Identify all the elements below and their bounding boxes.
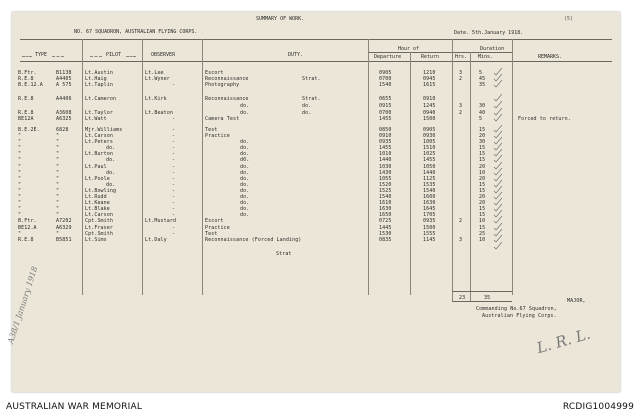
cell-pilot: Mjr.Williams	[85, 127, 123, 133]
cell-mins: 15	[479, 127, 486, 133]
document-title: SUMMARY OF WORK.	[256, 16, 305, 22]
cell-pilot: Cpt.Smith	[85, 231, 113, 237]
cell-hrs: 2	[459, 76, 463, 82]
cell-type: "	[18, 231, 22, 237]
cell-observer: Lt.Kirk	[145, 96, 167, 102]
col-header-mins: Mins.	[478, 54, 494, 60]
cell-mins: 5	[479, 70, 483, 76]
cell-duty: do.	[240, 188, 250, 194]
tick-mark	[494, 114, 502, 121]
cell-duty: do.	[240, 164, 250, 170]
cell-duty: do.	[240, 212, 250, 218]
cell-departure: 1520	[379, 182, 392, 188]
cell-type: "	[18, 170, 22, 176]
cell-aircraft-number: "	[56, 206, 60, 212]
cell-pilot: Cpt.Smith	[85, 218, 113, 224]
cell-aircraft-number: A3608	[56, 110, 72, 116]
cell-departure: 0935	[379, 139, 392, 145]
cell-observer: -	[172, 188, 176, 194]
cell-return: 1500	[423, 116, 436, 122]
cell-duty: do.	[240, 145, 250, 151]
cell-observer: -	[172, 157, 176, 163]
cell-return: 1645	[423, 206, 436, 212]
cell-hrs: 2	[459, 110, 463, 116]
cell-return: 1145	[423, 237, 436, 243]
cell-mins: 15	[479, 182, 486, 188]
cell-departure: 1455	[379, 145, 392, 151]
cell-pilot: Lt.Rudd	[85, 194, 107, 200]
cell-return: 0910	[423, 96, 436, 102]
tick-mark	[494, 223, 502, 230]
cell-mins: 5	[479, 116, 483, 122]
cell-return: 0930	[423, 133, 436, 139]
tick-mark	[494, 143, 502, 150]
cell-observer: -	[172, 225, 176, 231]
cell-aircraft-number: A6329	[56, 225, 72, 231]
cell-departure: 0700	[379, 110, 392, 116]
cell-aircraft-number: "	[56, 231, 60, 237]
cell-aircraft-number: "	[56, 188, 60, 194]
cell-departure: 1440	[379, 157, 392, 163]
cell-duty: do.	[240, 176, 250, 182]
col-header-duty: DUTY.	[288, 52, 304, 58]
cell-duty-detail: do.	[302, 110, 312, 116]
cell-pilot: Lt.Haig	[85, 76, 107, 82]
cell-duty: Practice	[205, 225, 230, 231]
cell-duty: d0.	[240, 157, 250, 163]
cell-return: 1630	[423, 200, 436, 206]
cell-pilot: Lt.Carson	[85, 212, 113, 218]
col-header-return: Return	[421, 54, 440, 60]
cell-type: R.E.8	[18, 76, 34, 82]
cell-aircraft-number: "	[56, 200, 60, 206]
col-header-duration: Duration	[480, 46, 505, 52]
cell-observer: -	[172, 139, 176, 145]
cell-mins: 25	[479, 231, 486, 237]
cell-observer: -	[172, 182, 176, 188]
cell-observer: -	[172, 170, 176, 176]
cell-aircraft-number: A4405	[56, 76, 72, 82]
cell-mins: 20	[479, 164, 486, 170]
cell-return: 1510	[423, 145, 436, 151]
cell-aircraft-number: A 575	[56, 82, 72, 88]
cell-departure: 1540	[379, 82, 392, 88]
cell-mins: 15	[479, 212, 486, 218]
cell-type: "	[18, 139, 22, 145]
cell-duty: do.	[240, 200, 250, 206]
total-mins: 35	[484, 295, 491, 301]
tick-mark	[494, 174, 502, 181]
cell-duty: Camera Test	[205, 116, 240, 122]
cell-departure: 1445	[379, 225, 392, 231]
cell-observer: -	[172, 200, 176, 206]
cell-departure: 0915	[379, 103, 392, 109]
cell-departure: 1030	[379, 164, 392, 170]
cell-mins: 15	[479, 188, 486, 194]
cell-aircraft-number: "	[56, 139, 60, 145]
cell-duty-detail: do.	[302, 103, 312, 109]
cell-duty: do.	[240, 103, 250, 109]
cell-pilot: Lt.Sims	[85, 237, 107, 243]
cell-departure: 1010	[379, 151, 392, 157]
col-header-pilot: PILOT	[106, 52, 122, 58]
col-header-hour-of: Hour of	[398, 46, 420, 52]
cell-aircraft-number: "	[56, 157, 60, 163]
cell-mins: 35	[479, 82, 486, 88]
cell-return: 1025	[423, 151, 436, 157]
footer-credit: AUSTRALIAN WAR MEMORIAL	[6, 402, 143, 412]
cell-observer: -	[172, 133, 176, 139]
cell-duty: do.	[240, 206, 250, 212]
tick-mark	[494, 149, 502, 156]
cell-observer: -	[172, 151, 176, 157]
tick-mark	[494, 168, 502, 175]
cell-observer: -	[172, 231, 176, 237]
tick-mark	[494, 125, 502, 132]
cell-type: "	[18, 206, 22, 212]
tick-mark	[494, 235, 502, 242]
cell-duty: Reconnaissance	[205, 76, 249, 82]
signature-line-1: Commanding No.67 Squadron,	[476, 306, 557, 312]
cell-return: 1500	[423, 225, 436, 231]
tick-mark	[494, 242, 502, 249]
cell-aircraft-number: "	[56, 164, 60, 170]
cell-departure: 0910	[379, 133, 392, 139]
cell-return: 0940	[423, 110, 436, 116]
cell-pilot: Lt.Bowling	[85, 188, 117, 194]
tick-mark	[494, 80, 502, 87]
cell-type: "	[18, 164, 22, 170]
cell-observer: -	[172, 82, 176, 88]
tick-mark	[494, 229, 502, 236]
cell-type: B.E.2E.	[18, 127, 40, 133]
cell-type: "	[18, 157, 22, 163]
cell-type: "	[18, 151, 22, 157]
cell-observer: -	[172, 127, 176, 133]
cell-type: B.Ftr.	[18, 70, 37, 76]
cell-departure: 0835	[379, 237, 392, 243]
cell-type: "	[18, 200, 22, 206]
cell-duty: Escort	[205, 218, 224, 224]
pencil-tick-marks	[12, 12, 620, 392]
cell-type: "	[18, 194, 22, 200]
cell-pilot: do.	[106, 182, 116, 188]
cell-type: B.E.12.A	[18, 82, 43, 88]
cell-observer: -	[172, 212, 176, 218]
cell-return: 1535	[423, 182, 436, 188]
cell-pilot: Lt.Taylor	[85, 110, 113, 116]
tick-mark	[494, 192, 502, 199]
footer-bar	[0, 396, 640, 418]
cell-hrs: 3	[459, 237, 463, 243]
cell-mins: 15	[479, 145, 486, 151]
cell-type: "	[18, 182, 22, 188]
cell-return: 1005	[423, 139, 436, 145]
cell-departure: 1630	[379, 206, 392, 212]
cell-return: 1540	[423, 188, 436, 194]
cell-aircraft-number: B1138	[56, 70, 72, 76]
cell-duty: Reconnaissance (Forced Landing)	[205, 237, 302, 243]
cell-observer: -	[172, 176, 176, 182]
cell-pilot: Lt.Cameron	[85, 96, 117, 102]
handwritten-annotation-left: A38/1 January 1918	[6, 265, 40, 345]
cell-aircraft-number: "	[56, 133, 60, 139]
cell-aircraft-number: A4406	[56, 96, 72, 102]
cell-mins: 10	[479, 237, 486, 243]
cell-observer: Lt.Beaton	[145, 110, 173, 116]
cell-pilot: do.	[106, 170, 116, 176]
cell-pilot: Lt.Paul	[85, 164, 107, 170]
cell-type: BE12.A	[18, 225, 37, 231]
cell-aircraft-number: B5851	[56, 237, 72, 243]
cell-duty: Escort	[205, 70, 224, 76]
cell-type: B.Ftr.	[18, 218, 37, 224]
tick-mark	[494, 101, 502, 108]
cell-type: R.E.8	[18, 110, 34, 116]
cell-pilot: Lt.Poole	[85, 176, 110, 182]
tick-mark	[494, 137, 502, 144]
cell-duty-detail: Strat.	[302, 96, 321, 102]
cell-duty: Photography	[205, 82, 240, 88]
cell-type: "	[18, 188, 22, 194]
col-header-hrs: Hrs.	[455, 54, 468, 60]
tick-mark	[494, 204, 502, 211]
cell-mins: 20	[479, 200, 486, 206]
cell-observer: Lt.Lee	[145, 70, 164, 76]
cell-return: 1210	[423, 70, 436, 76]
cell-remarks: Forced to return.	[518, 116, 571, 122]
cell-pilot: do.	[106, 157, 116, 163]
cell-pilot: Lt.Watt	[85, 116, 107, 122]
unit-line: NO. 67 SQUADRON, AUSTRALIAN FLYING CORPS.	[74, 29, 198, 35]
cell-aircraft-number: "	[56, 145, 60, 151]
cell-aircraft-number: "	[56, 170, 60, 176]
cell-observer: -	[172, 206, 176, 212]
cell-type: "	[18, 176, 22, 182]
cell-mins: 15	[479, 151, 486, 157]
cell-pilot: Lt.Taplin	[85, 82, 113, 88]
cell-pilot: Lt.Fraser	[85, 225, 113, 231]
cell-observer: Lt.Daly	[145, 237, 167, 243]
tick-mark	[494, 131, 502, 138]
tick-mark	[494, 186, 502, 193]
tick-mark	[494, 210, 502, 217]
cell-hrs: 3	[459, 103, 463, 109]
cell-duty: do.	[240, 182, 250, 188]
cell-mins: 45	[479, 76, 486, 82]
cell-pilot: Lt.Austin	[85, 70, 113, 76]
cell-departure: 1455	[379, 116, 392, 122]
cell-departure: 1525	[379, 188, 392, 194]
cell-return: 0905	[423, 127, 436, 133]
tick-mark	[494, 180, 502, 187]
cell-type: R.E.8	[18, 237, 34, 243]
cell-return: 1705	[423, 212, 436, 218]
tick-mark	[494, 94, 502, 101]
cell-mins: 20	[479, 194, 486, 200]
cell-aircraft-number: 6828	[56, 127, 69, 133]
tick-mark	[494, 74, 502, 81]
cell-mins: 15	[479, 206, 486, 212]
cell-observer: -	[172, 194, 176, 200]
cell-departure: 1055	[379, 176, 392, 182]
cell-pilot: Lt.Blake	[85, 206, 110, 212]
cell-mins: 10	[479, 218, 486, 224]
cell-duty: Practice	[205, 133, 230, 139]
cell-observer: -	[172, 116, 176, 122]
cell-duty-extra: Strat	[276, 251, 292, 257]
cell-mins: 20	[479, 176, 486, 182]
cell-mins: 20	[479, 133, 486, 139]
handwritten-initials: L. R. L.	[534, 324, 593, 358]
signature-line-2: Australian Flying Corps.	[482, 313, 557, 319]
cell-return: 1125	[423, 176, 436, 182]
cell-mins: 15	[479, 157, 486, 163]
cell-return: 0945	[423, 76, 436, 82]
cell-observer: -	[172, 145, 176, 151]
date-line: Date. 5th.January 1918.	[454, 30, 524, 36]
tick-mark	[494, 162, 502, 169]
cell-departure: 0655	[379, 96, 392, 102]
cell-departure: 0905	[379, 70, 392, 76]
cell-mins: 15	[479, 225, 486, 231]
cell-duty: do.	[240, 194, 250, 200]
cell-departure: 1650	[379, 212, 392, 218]
cell-duty: do.	[240, 151, 250, 157]
cell-return: 1615	[423, 82, 436, 88]
cell-type: R.E.8	[18, 96, 34, 102]
cell-departure: 1430	[379, 170, 392, 176]
cell-duty: do.	[240, 139, 250, 145]
cell-return: 1050	[423, 164, 436, 170]
cell-departure: 1530	[379, 231, 392, 237]
footer-record-id: RCDIG1004999	[562, 402, 634, 412]
cell-aircraft-number: "	[56, 182, 60, 188]
cell-return: 1245	[423, 103, 436, 109]
cell-mins: 30	[479, 103, 486, 109]
col-header-departure: Departure	[374, 54, 402, 60]
cell-departure: 1610	[379, 200, 392, 206]
cell-aircraft-number: "	[56, 151, 60, 157]
cell-mins: 40	[479, 110, 486, 116]
cell-duty: Test	[205, 127, 218, 133]
cell-type: BE12A	[18, 116, 34, 122]
cell-aircraft-number: "	[56, 212, 60, 218]
tick-mark	[494, 155, 502, 162]
cell-duty-detail: Strat.	[302, 76, 321, 82]
cell-departure: 0725	[379, 218, 392, 224]
cell-return: 1440	[423, 170, 436, 176]
page-mark: (5)	[564, 16, 574, 22]
col-header-remarks: REMARKS.	[538, 54, 563, 60]
cell-type: "	[18, 145, 22, 151]
signature-rank: MAJOR,	[567, 298, 586, 304]
cell-departure: 0700	[379, 76, 392, 82]
cell-type: "	[18, 133, 22, 139]
cell-aircraft-number: "	[56, 176, 60, 182]
cell-pilot: Lt.Carson	[85, 133, 113, 139]
cell-mins: 10	[479, 170, 486, 176]
col-header-observer: OBSERVER	[151, 52, 176, 58]
cell-duty: Test	[205, 231, 218, 237]
cell-observer: Lt.Wyner	[145, 76, 170, 82]
cell-aircraft-number: "	[56, 194, 60, 200]
cell-return: 0935	[423, 218, 436, 224]
cell-departure: 1540	[379, 194, 392, 200]
cell-mins: 30	[479, 139, 486, 145]
cell-hrs: 3	[459, 70, 463, 76]
cell-duty: do.	[240, 170, 250, 176]
cell-departure: 0850	[379, 127, 392, 133]
cell-duty: do.	[240, 110, 250, 116]
cell-observer: -	[172, 164, 176, 170]
cell-aircraft-number: A6325	[56, 116, 72, 122]
cell-duty: Reconnaissance	[205, 96, 249, 102]
cell-pilot: do.	[106, 145, 116, 151]
document-sheet	[6, 12, 620, 392]
cell-type: "	[18, 212, 22, 218]
cell-pilot: Lt.Burton	[85, 151, 113, 157]
tick-mark	[494, 108, 502, 115]
tick-mark	[494, 198, 502, 205]
cell-return: 1555	[423, 231, 436, 237]
tick-mark	[494, 216, 502, 223]
cell-aircraft-number: A7202	[56, 218, 72, 224]
col-header-type: TYPE	[35, 52, 48, 58]
total-hrs: 23	[459, 295, 466, 301]
cell-observer: Lt.Mustard	[145, 218, 177, 224]
tick-mark	[494, 68, 502, 75]
cell-pilot: Lt.Peters	[85, 139, 113, 145]
cell-return: 1455	[423, 157, 436, 163]
cell-pilot: Lt.Keane	[85, 200, 110, 206]
cell-hrs: 2	[459, 218, 463, 224]
cell-return: 1600	[423, 194, 436, 200]
